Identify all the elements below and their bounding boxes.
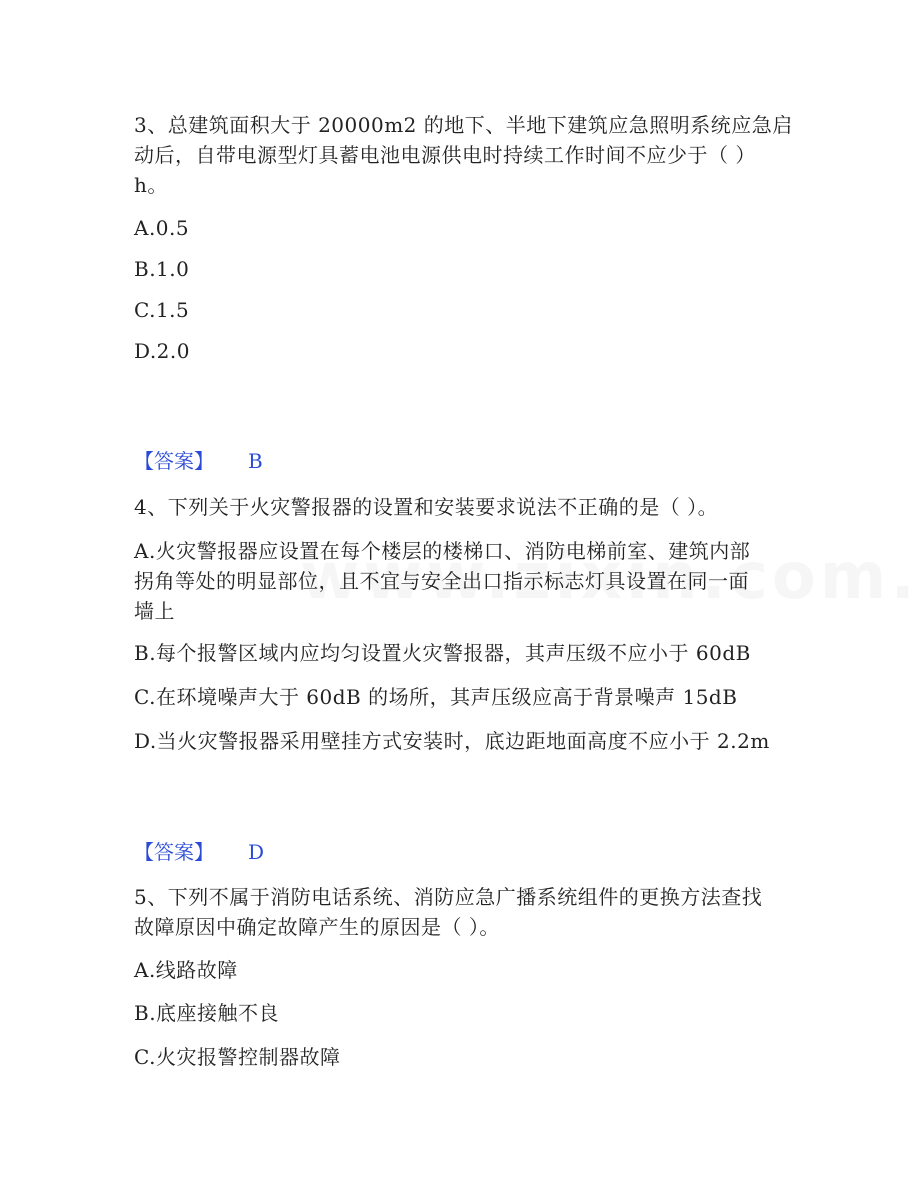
question-4-answer xyxy=(134,837,264,867)
question-4-option-a-line-3: 墙上 xyxy=(134,599,175,623)
answer-label: 【答案】 xyxy=(134,840,214,864)
question-4-option-a-line-2: 拐角等处的明显部位，且不宜与安全出口指示标志灯具设置在同一面 xyxy=(134,569,749,593)
question-4-option-b: B.每个报警区域内应均匀设置火灾警报器，其声压级不应小于 60dB xyxy=(134,641,751,665)
question-3-option-a: A.0.5 xyxy=(134,216,190,240)
question-5-line-2: 故障原因中确定故障产生的原因是（ ）。 xyxy=(134,915,500,939)
question-4-line-1: 4、下列关于火灾警报器的设置和安装要求说法不正确的是（ ）。 xyxy=(134,495,719,519)
question-5-option-c: C.火灾报警控制器故障 xyxy=(134,1045,341,1069)
question-3-answer xyxy=(134,446,263,476)
question-5-option-a: A.线路故障 xyxy=(134,958,238,982)
question-5-option-b: B.底座接触不良 xyxy=(134,1001,280,1025)
answer-value: D xyxy=(248,840,265,864)
answer-value: B xyxy=(248,449,263,473)
question-3-option-c: C.1.5 xyxy=(134,298,190,322)
question-3-line-1: 3、总建筑面积大于 20000m2 的地下、半地下建筑应急照明系统应急启 xyxy=(134,113,793,137)
question-4-option-c: C.在环境噪声大于 60dB 的场所，其声压级应高于背景噪声 15dB xyxy=(134,685,738,709)
answer-label: 【答案】 xyxy=(134,449,214,473)
question-3-line-2: 动后，自带电源型灯具蓄电池电源供电时持续工作时间不应少于（ ） xyxy=(134,143,756,167)
question-3-option-d: D.2.0 xyxy=(134,339,190,363)
question-4-option-a-line-1: A.火灾警报器应设置在每个楼层的楼梯口、消防电梯前室、建筑内部 xyxy=(134,539,751,563)
question-3-line-3: h。 xyxy=(134,173,168,197)
question-5-line-1: 5、下列不属于消防电话系统、消防应急广播系统组件的更换方法查找 xyxy=(134,885,763,909)
question-4-option-d: D.当火灾警报器采用壁挂方式安装时，底边距地面高度不应小于 2.2m xyxy=(134,729,770,753)
question-3-option-b: B.1.0 xyxy=(134,257,190,281)
